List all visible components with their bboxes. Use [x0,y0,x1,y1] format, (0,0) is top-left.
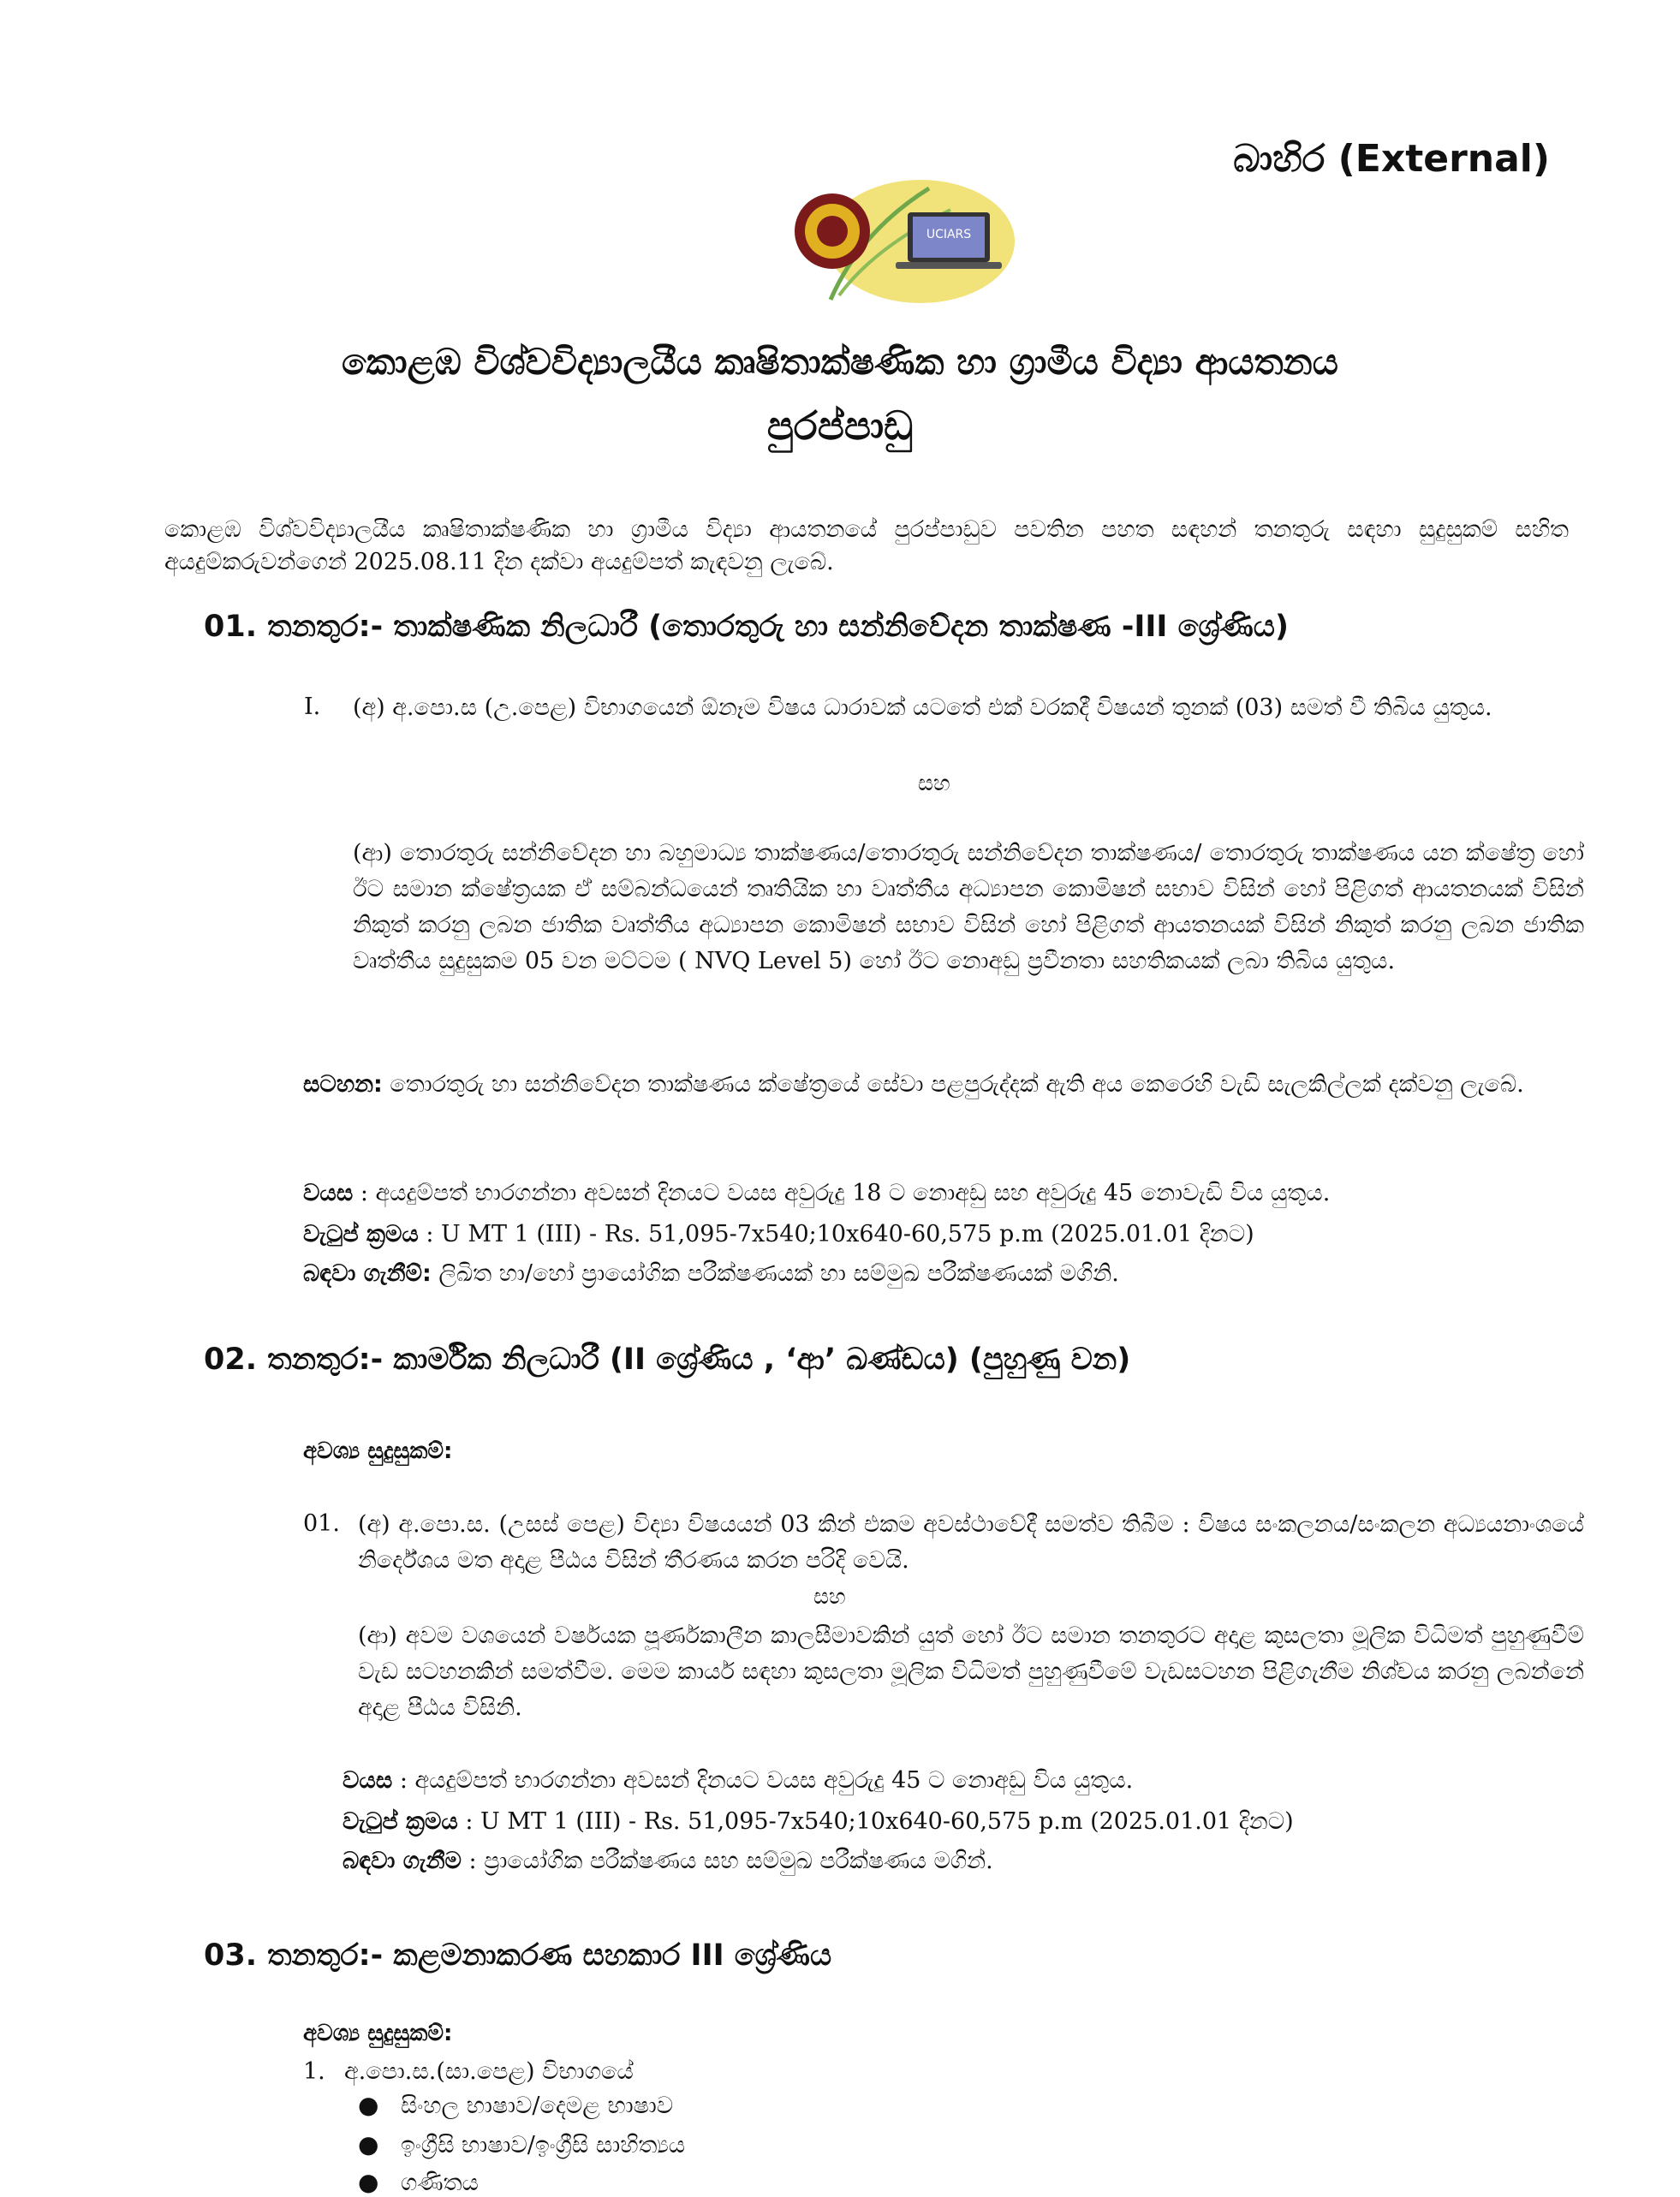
post2-age-text: : අයදුම්පත් භාරගන්නා අවසන් දිනයට වයස අවුරුදු 45 ට නොඅඩු විය යුතුය. [392,1767,1134,1794]
post2-heading: 02. තනතුර:- කාර්මික නිලධාරී (II ශ්‍රේණිය , ‘ආ’ ඛණ්ඩය) (පුහුණු වන) [204,1343,1131,1377]
bullet-icon: ● [358,2168,379,2196]
post1-recruit-label: බඳවා ගැනීම්: [303,1260,432,1287]
post2-salary-label: වැටුප් ක්‍රමය [343,1808,458,1835]
post1-note [303,1067,1584,1103]
post1-recruit-text: ලිඛිත හා/හෝ ප්‍රායෝගික පරීක්ෂණයක් හා සම්මුඛ පරීක්ෂණයක් මගිනි. [431,1260,1119,1287]
post2-number: 01. [303,1510,340,1537]
post1-requirement-aa: (ආ) තොරතුරු සන්නිවේදන හා බහුමාධ්‍ය තාක්ෂණය/තොරතුරු සන්නිවේදන තාක්ෂණය/ තොරතුරු තාක්ෂණය යන ක්ෂේත්‍ර හෝ ඊට සමාන ක්ෂේත්‍රයක ඒ සම්බන්ධයෙන් තෘතියික හා වෘත්තීය අධ්‍යාපන කොමිෂන් සභාව විසින් හෝ පිළිගත් ආයතනයක් විසින් නිකුත් කරනු ලබන ජාතික වෘත්තීය අධ්‍යාපන කොමිෂන් සභාව විසින් හෝ පිළිගත් ආයතනයක් විසින් නිකුත් කරනු ලබන ජාතික වෘත්තීය සුදුසුකම 05 වන මට්ටම ( NVQ Level 5) හෝ ඊට නොඅඩු ප්‍රවීනතා සහතිකයක් ලබා තිබිය යුතුය. [353,840,1584,974]
post2-salary-text: : U MT 1 (III) - Rs. 51,095-7x540;10x640-60,575 p.m (2025.01.01 දිනට) [457,1808,1294,1835]
post2-and-word: සහ [813,1584,846,1609]
vacancies-title: පුරප්පාඩු [766,402,914,449]
post1-and-word: සහ [918,771,950,795]
post2-age-label: වයස [343,1767,393,1794]
external-label: බාහිර (External) [1233,137,1550,181]
post3-requirement-text: අ.පො.ස.(සා.පෙළ) විභාගයේ [344,2058,634,2085]
list-item: ඉංග්‍රීසි භාෂාව/ඉංග්‍රීසි සාහිත්‍යය [401,2132,686,2158]
post1-salary-text: : U MT 1 (III) - Rs. 51,095-7x540;10x640-60,575 p.m (2025.01.01 දිනට) [418,1221,1254,1247]
post2-requirement-aa: (ආ) අවම වශයෙන් වර්ෂයක පූර්ණකාලීන කාලසීමාවකින් යුත් හෝ ඊට සමාන තනතුරට අදාළ කුසලතා මූලික විධිමත් පුහුණුවීම් වැඩ සටහනකින් සමත්වීම. මෙම කාර්ය සඳහා කුසලතා මූලික විධිමත් පුහුණුවීමේ වැඩසටහන පිළිගැනීම නිශ්චය කරනු ලබන්නේ අදාළ පීඨය විසිනි. [358,1622,1584,1721]
post1-note-label: සටහන: [303,1071,383,1098]
post1-salary [303,1221,1254,1248]
post1-note-text: තොරතුරු හා සන්නිවේදන තාක්ෂණය ක්ෂේත්‍රයේ සේවා පළපුරුද්දක් ඇති අය කෙරෙහි වැඩි සැලකිල්ලක් දක්වනු ලැබේ. [382,1071,1524,1098]
post1-age [303,1180,1330,1207]
post3-heading: 03. තනතුර:- කළමනාකරණ සහකාර III ශ්‍රේණිය [204,1938,832,1973]
post1-recruitment [303,1260,1119,1288]
post1-age-text: : අයදුම්පත් භාරගන්නා අවසන් දිනයට වයස අවුරුදු 18 ට නොඅඩු සහ අවුරුදු 45 නොවැඩි විය යුතුය. [353,1180,1331,1206]
post1-roman-numeral: I. [304,694,321,720]
post1-heading: 01. තනතුර:- තාක්ෂණික නිලධාරී (තොරතුරු හා සන්නිවේදන තාක්ෂණ -III ශ්‍රේණිය) [204,610,1289,644]
list-item: සිංහල භාෂාව/දෙමළ භාෂාව [401,2093,674,2119]
intro-paragraph: කොළඹ විශ්වවිද්‍යාලයීය කෘෂිතාක්ෂණික හා ග්‍රාමීය විද්‍යා ආයතනයේ පුරප්පාඩුව පවතින පහත සඳහන් තනතුරු සඳහා සුදුසුකම් සහිත අයදුම්කරුවන්ගෙන් 2025.08.11 දින දක්වා අයදුම්පත් කැඳවනු ලැබේ. [164,516,1569,575]
list-item: ගණිතය [401,2170,479,2196]
post1-age-label: වයස [303,1180,354,1206]
bullet-icon: ● [358,2130,379,2158]
post1-salary-label: වැටුප් ක්‍රමය [303,1221,419,1247]
post2-recruit-label: බඳවා ගැනීම [343,1848,462,1874]
post2-requirement-a: (අ) අ.පො.ස. (උසස් පෙළ) විද්‍යා විෂයයන් 03 කින් එකම අවස්ථාවේදී සමත්ව තිබීම : විෂය සංකලනය/සංකලන අධ්‍යයනාංශයේ නිර්දේශය මත අදාළ පීඨය විසින් තීරණය කරන පරිදි වෙයි. [358,1511,1584,1574]
post1-requirement-a: (අ) අ.පො.ස (උ.පෙළ) විභාගයෙන් ඕනෑම විෂය ධාරාවක් යටතේ එක් වරකදී විෂයන් තුනක් (03) සමත් වී තිබිය යුතුය. [353,694,1492,721]
post3-number: 1. [303,2058,325,2085]
logo-text: UCIARS [926,228,972,241]
university-logo [779,171,1019,308]
post2-recruit-text: : ප්‍රායෝගික පරීක්ෂණය සහ සම්මුඛ පරීක්ෂණය මගින්. [461,1848,993,1874]
post3-requirements-label: අවශ්‍ය සුදුසුකම්: [303,2021,453,2046]
institute-title: කොළඹ විශ්වවිද්‍යාලයීය කෘෂිතාක්ෂණික හා ග්‍රාමීය විද්‍යා ආයතනය [342,341,1338,383]
bullet-icon: ● [358,2091,379,2119]
post2-salary [343,1808,1294,1836]
post2-age [343,1767,1133,1795]
post2-requirements-label: අවශ්‍ය සුදුසුකම්: [303,1438,453,1464]
post2-recruitment [343,1848,993,1875]
